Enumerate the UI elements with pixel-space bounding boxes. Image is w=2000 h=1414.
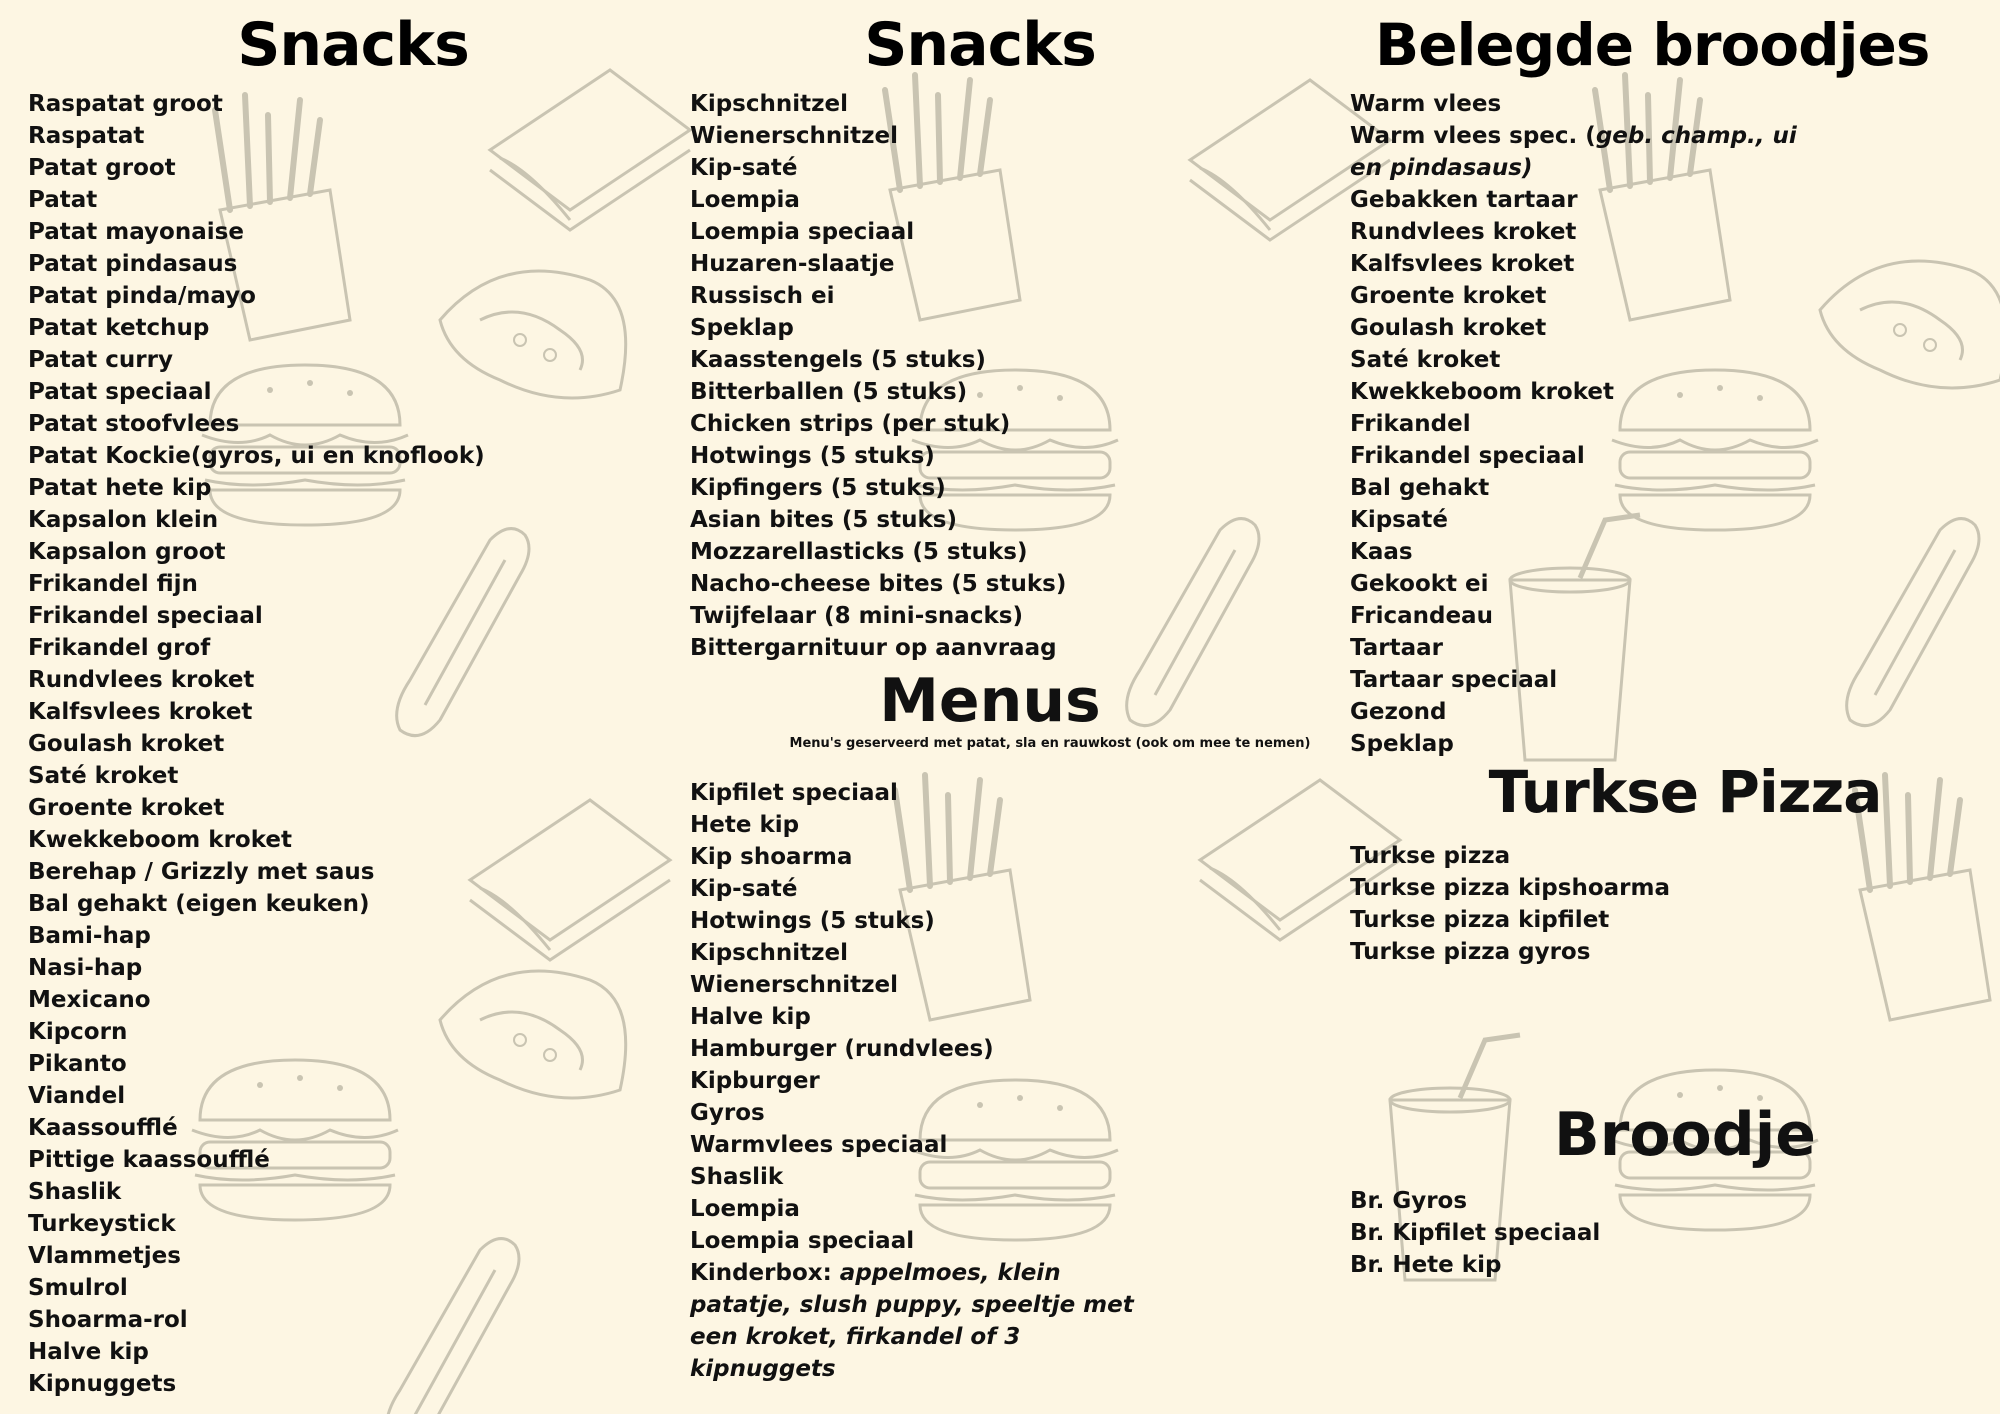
broodje-list — [1350, 1185, 1990, 1281]
menu-item: Goulash kroket — [28, 731, 225, 757]
menu-item: Wienerschnitzel — [690, 972, 898, 998]
menu-item: Kipburger — [690, 1068, 820, 1094]
menu-item: Shaslik — [28, 1179, 122, 1205]
menu-item: Speklap — [1350, 731, 1454, 757]
menu-item: Gezond — [1350, 699, 1447, 725]
kinderbox-item — [690, 1257, 1140, 1385]
menu-item: Loempia — [690, 187, 800, 213]
menu-item: Huzaren-slaatje — [690, 251, 895, 277]
menu-item: Gebakken tartaar — [1350, 187, 1578, 213]
menu-item: Kip shoarma — [690, 844, 853, 870]
kinderbox-list — [690, 1257, 1330, 1385]
menu-item: Br. Hete kip — [1350, 1252, 1502, 1278]
menu-item: Mozzarellasticks (5 stuks) — [690, 539, 1028, 565]
menu-item: Kapsalon groot — [28, 539, 226, 565]
menu-item: Patat — [28, 187, 98, 213]
menu-item: Loempia speciaal — [690, 1228, 915, 1254]
menu-item: Speklap — [690, 315, 794, 341]
menu-item: Kipschnitzel — [690, 940, 848, 966]
menu-item: Groente kroket — [1350, 283, 1547, 309]
menu-item: Chicken strips (per stuk) — [690, 411, 1011, 437]
snacks-list-2 — [690, 88, 1330, 664]
snacks-title-2: Snacks — [864, 10, 1096, 80]
menu-item: Patat hete kip — [28, 475, 212, 501]
menu-item: Halve kip — [690, 1004, 811, 1030]
menu-item: Wienerschnitzel — [690, 123, 898, 149]
menu-item: Bami-hap — [28, 923, 151, 949]
menu-item: Rundvlees kroket — [1350, 219, 1577, 245]
menu-item: Berehap / Grizzly met saus — [28, 859, 375, 885]
snacks-column-1 — [28, 0, 648, 1400]
menu-item: Saté kroket — [28, 763, 179, 789]
menu-item: Loempia — [690, 1196, 800, 1222]
menu-item: Kalfsvlees kroket — [1350, 251, 1575, 277]
menu-item: Kapsalon klein — [28, 507, 219, 533]
belegde-broodjes-title: Belegde broodjes — [1375, 11, 1930, 79]
menu-item: Kalfsvlees kroket — [28, 699, 253, 725]
menu-item: Patat pinda/mayo — [28, 283, 256, 309]
menu-item: Turkeystick — [28, 1211, 176, 1237]
menu-item: Kwekkeboom kroket — [28, 827, 292, 853]
menu-item: Bal gehakt — [1350, 475, 1490, 501]
menus-subtitle: Menu's geserveerd met patat, sla en rauwkost (ook om mee te nemen) — [789, 736, 1311, 751]
menu-item: Tartaar — [1350, 635, 1443, 661]
menus-list — [690, 777, 1330, 1257]
menu-item: Vlammetjes — [28, 1243, 181, 1269]
menu-item: Frikandel fijn — [28, 571, 198, 597]
menu-item: Rundvlees kroket — [28, 667, 255, 693]
warm-vlees-spec-desc: geb. champ., ui en pindasaus) — [1350, 123, 1797, 181]
menu-item: Kipfingers (5 stuks) — [690, 475, 946, 501]
menu-item: Asian bites (5 stuks) — [690, 507, 957, 533]
menu-item: Warmvlees speciaal — [690, 1132, 948, 1158]
menus-title: Menus — [879, 666, 1101, 736]
menu-item: Patat Kockie(gyros, ui en knoflook) — [28, 443, 485, 469]
menu-item: Kipfilet speciaal — [690, 780, 898, 806]
menu-item: Raspatat — [28, 123, 145, 149]
menu-item: Raspatat groot — [28, 91, 223, 117]
menu-item: Kipnuggets — [28, 1371, 177, 1397]
menu-item: Pikanto — [28, 1051, 127, 1077]
menu-item: Kip-saté — [690, 155, 798, 181]
menu-item: Goulash kroket — [1350, 315, 1547, 341]
menu-item: Kipschnitzel — [690, 91, 848, 117]
menu-item: Twijfelaar (8 mini-snacks) — [690, 603, 1023, 629]
turkse-pizza-section — [1350, 752, 1990, 968]
menu-item: Shoarma-rol — [28, 1307, 188, 1333]
menu-item: Turkse pizza — [1350, 843, 1511, 869]
menu-item: Russisch ei — [690, 283, 835, 309]
menu-item: Bal gehakt (eigen keuken) — [28, 891, 370, 917]
menu-item — [1350, 120, 1800, 184]
turkse-pizza-title: Turkse Pizza — [1488, 758, 1882, 826]
menu-item: Br. Kipfilet speciaal — [1350, 1220, 1601, 1246]
menu-item: Tartaar speciaal — [1350, 667, 1558, 693]
menu-item: Frikandel — [1350, 411, 1471, 437]
menu-item: Patat groot — [28, 155, 176, 181]
menu-item: Patat pindasaus — [28, 251, 238, 277]
menu-item: Gyros — [690, 1100, 765, 1126]
menu-item: Kaasstengels (5 stuks) — [690, 347, 986, 373]
menu-item: Hotwings (5 stuks) — [690, 443, 935, 469]
menus-section — [690, 668, 1330, 1385]
menu-item: Kwekkeboom kroket — [1350, 379, 1614, 405]
menu-item: Nacho-cheese bites (5 stuks) — [690, 571, 1067, 597]
menu-item: Nasi-hap — [28, 955, 143, 981]
menu-item: Warm vlees — [1350, 91, 1502, 117]
menu-item: Kipcorn — [28, 1019, 128, 1045]
menu-item: Halve kip — [28, 1339, 149, 1365]
menu-item: Fricandeau — [1350, 603, 1493, 629]
menu-item: Patat ketchup — [28, 315, 210, 341]
menu-item: Turkse pizza kipfilet — [1350, 907, 1610, 933]
menu-item: Smulrol — [28, 1275, 128, 1301]
menu-item: Loempia speciaal — [690, 219, 915, 245]
kinderbox-desc: appelmoes, klein patatje, slush puppy, speeltje met een kroket, firkandel of 3 kipnuggets — [690, 1260, 1134, 1382]
menu-item: Kaas — [1350, 539, 1413, 565]
snacks-list-1 — [28, 88, 648, 1400]
belegde-broodjes-list-rest — [1350, 184, 1990, 760]
warm-vlees-spec-label: Warm vlees spec. ( — [1350, 123, 1596, 149]
menu-item: Turkse pizza gyros — [1350, 939, 1591, 965]
menu-item: Bitterballen (5 stuks) — [690, 379, 968, 405]
belegde-broodjes-column — [1350, 0, 1990, 760]
turkse-pizza-list — [1350, 840, 1990, 968]
menu-item: Patat speciaal — [28, 379, 212, 405]
menu-item: Patat curry — [28, 347, 173, 373]
menu-item: Hete kip — [690, 812, 800, 838]
menu-item: Groente kroket — [28, 795, 225, 821]
broodje-title: Broodje — [1554, 1100, 1816, 1170]
menu-item: Bittergarnituur op aanvraag — [690, 635, 1057, 661]
menu-item: Kip-saté — [690, 876, 798, 902]
belegde-broodjes-list — [1350, 88, 1990, 184]
menu-item: Br. Gyros — [1350, 1188, 1468, 1214]
menu-item: Frikandel grof — [28, 635, 211, 661]
menu-item: Kipsaté — [1350, 507, 1448, 533]
menu-item: Shaslik — [690, 1164, 784, 1190]
menu-item: Viandel — [28, 1083, 126, 1109]
menu-item: Gekookt ei — [1350, 571, 1489, 597]
menu-item: Pittige kaassoufflé — [28, 1147, 270, 1173]
menu-item: Kaassoufflé — [28, 1115, 178, 1141]
menu-item: Mexicano — [28, 987, 151, 1013]
menu-item: Turkse pizza kipshoarma — [1350, 875, 1670, 901]
menu-item: Frikandel speciaal — [28, 603, 263, 629]
menu-item: Saté kroket — [1350, 347, 1501, 373]
broodje-section — [1350, 1095, 1990, 1281]
kinderbox-label: Kinderbox: — [690, 1260, 840, 1286]
menu-item: Frikandel speciaal — [1350, 443, 1585, 469]
menu-item: Patat stoofvlees — [28, 411, 240, 437]
menu-item: Patat mayonaise — [28, 219, 244, 245]
snacks-title-1: Snacks — [237, 10, 469, 80]
menu-item: Hotwings (5 stuks) — [690, 908, 935, 934]
menu-item: Hamburger (rundvlees) — [690, 1036, 994, 1062]
snacks-column-2 — [690, 0, 1330, 664]
